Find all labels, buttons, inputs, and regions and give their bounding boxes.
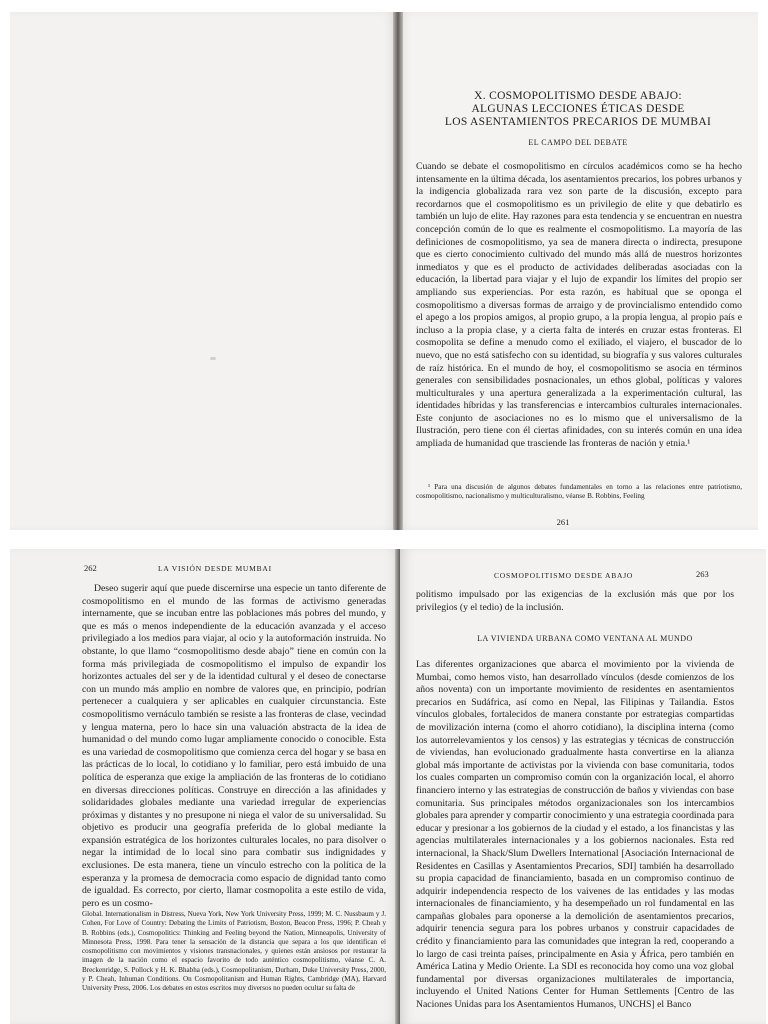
running-head: LA VISIÓN DESDE MUMBAI (158, 564, 272, 573)
footnote-text: Global. Internationalism in Distress, Nueva York, New York University Press, 1999; M. C. Nussbaum y J. Cohen, For Love of Country: Debating the Limits of Patriotism, Boston, Beacon Press, 1996; P. Cheah y B. Robbins (eds.), Cosmopolitics: Thinking and Feeling beyond the Nation, Minneapolis, University of Minnesota Press, 1998. Para tener la sensación de la distancia que separa a los que identifican el cosmopolitismo con movimientos y visiones transnacionales, y quienes están ansiosos por restaurar la imagen de la nación como el espacio favorito de todo auténtico cosmopolitismo, véanse C. A. Breckenridge, S. Pollock y H. K. Bhabha (eds.), Cosmopolitanism, Durham, Duke University Press, 2000, y P. Cheah, Inhuman Conditions. On Cosmopolitanism and Human Rights, Cambridge (MA), Harvard University Press, 2006. Los debates en estos escritos muy diversos no pueden ocultar su falta de (82, 910, 386, 993)
chapter-title-line: LOS ASENTAMIENTOS PRECARIOS DE MUMBAI (444, 116, 712, 128)
chapter-title-line: ALGUNAS LECCIONES ÉTICAS DESDE (471, 103, 685, 115)
paragraph: Cuando se debate el cosmopolitismo en círculos académicos como se ha hecho intensamente en la última década, los asentamientos precarios, los pobres urbanos y la indigencia globalizada rara vez son parte de la discusión, excepto para recordarnos que el cosmopolitismo es un privilegio de elite y que debatirlo es también un lujo de elite. Hay razones para esta tendencia y se encuentran en nuestra concepción común de lo que es realmente el cosmopolitismo. La mayoría de las definiciones de cosmopolitismo, ya sea de manera directa o indirecta, presupone que es cierto conocimiento cultivado del mundo más allá de nuestros horizontes inmediatos y que es el producto de actividades deliberadas asociadas con la educación, la libertad para viajar y el lujo de expandir los límites del propio ser ampliando sus experiencias. Por esta razón, es habitual que se oponga el cosmopolitismo a diversas formas de arraigo y de provincialismo entendido como el apego a los propios amigos, al propio grupo, a la propia lengua, al propio país e incluso a la propia clase, y a cierta falta de interés en cruzar estas fronteras. El cosmopolita se define a menudo como el exiliado, el viajero, el buscador de lo nuevo, que no está satisfecho con su identidad, su biografía y sus valores culturales de raíz histórica. En el mundo de hoy, el cosmopolitismo se asocia en términos generales con sensibilidades posnacionales, un ethos global, políticas y valores multiculturales y una apertura generalizada a la experimentación cultural, las identidades híbridas y las transferencias e intercambios culturales internacionales. Este conjunto de asociaciones no es lo mismo que el universalismo de la Ilustración, pero tiene con él ciertas afinidades, con su interés común en una idea ampliada de humanidad que trasciende las fronteras de nación y etnia.¹ (416, 161, 742, 450)
page-number: 261 (556, 517, 570, 527)
footnote (416, 483, 742, 501)
paragraph: Deseo sugerir aquí que puede discernirse una especie un tanto diferente de cosmopolitismo en el mundo de las formas de activismo generadas internamente, que se incuban entre las poblaciones más pobres del mundo, y que es más o menos independiente de la educación avanzada y el acceso privilegiado a los medios para viajar, al ocio y la autoformación instruida. No obstante, lo que llamo “cosmopolitismo desde abajo” tiene en común con la forma más privilegiada de cosmopolitismo el impulso de expandir los horizontes actuales del ser y de la identidad cultural y el deseo de conectarse con un mundo más amplio en nombre de valores que, en principio, podrían pertenecer a cualquiera y ser aplicables en cualquier circunstancia. Este cosmopolitismo vernáculo también se resiste a las fronteras de clase, vecindad y lengua materna, pero lo hace sin una valuación abstracta de la idea de humanidad o del mundo como lugar ampliamente conocido o conocible. Esta es una variedad de cosmopolitismo que comienza cerca del hogar y se basa en las prácticas de lo local, lo cotidiano y lo familiar, pero está imbuido de una política de esperanza que exige la ampliación de las fronteras de lo cotidiano en diversas direcciones políticas. Construye en dirección a las afinidades y solidaridades globales mediante una variedad irregular de experiencias próximas y distantes y no presupone ni niega el valor de su universalidad. Su objetivo es producir una geografía preferida de lo global mediante la expansión estratégica de los horizontes culturales locales, no para disolver o negar la intimidad de lo local sino para combatir sus indignidades y exclusiones. De esta manera, tiene un vínculo estrecho con la política de la esperanza y la promesa de democracia como espacio de dignidad tanto como de igualdad. Es correcto, por cierto, llamar cosmopolita a este estilo de vida, pero es un cosmo- (82, 583, 386, 909)
footnote-text: ¹ Para una discusión de algunos debates fundamentales en torno a las relaciones entre patriotismo, cosmopolitismo, nacionalismo y multiculturalismo, véanse B. Robbins, Feeling (416, 483, 742, 500)
chapter-title (428, 90, 728, 129)
running-head: COSMOPOLITISMO DESDE ABAJO (494, 571, 634, 580)
page-262 (10, 549, 398, 1024)
paper-speck (210, 357, 216, 360)
page-number: 263 (696, 569, 709, 579)
body-text (416, 161, 742, 451)
body-text (82, 583, 386, 910)
book-gutter (393, 12, 403, 530)
chapter-title-line: X. COSMOPOLITISMO DESDE ABAJO: (474, 90, 682, 102)
page-263 (400, 549, 766, 1024)
body-text (416, 659, 734, 1012)
paragraph: politismo impulsado por las exigencias de la exclusión más que por los privilegios (y el tedio) de la inclusión. (416, 589, 734, 613)
section-heading: LA VIVIENDA URBANA COMO VENTANA AL MUNDO (477, 634, 693, 643)
footnote (82, 910, 386, 994)
blank-page-260 (10, 12, 396, 530)
page-number: 262 (84, 563, 97, 573)
page-261 (398, 12, 758, 530)
continued-text (416, 589, 734, 614)
paragraph: Las diferentes organizaciones que abarca el movimiento por la vivienda de Mumbai, como hemos visto, han desarrollado vínculos (desde comienzos de los años noventa) con un importante movimiento de residentes en asentamientos precarios en Sudáfrica, así como en Nepal, las Filipinas y Tailandia. Estos vínculos globales, fortalecidos de manera constante por estrategias compartidas de movilización interna (como el ahorro cotidiano), la disciplina interna (como los autorrelevamientos y los censos) y las estrategias y técnicas de construcción de viviendas, han evolucionado gradualmente hasta convertirse en la alianza global más importante de activistas por la vivienda con base comunitaria, todos los cuales comparten un compromiso común con la organización local, el ahorro financiero interno y las estrategias de construcción de baños y viviendas con base comunitaria. Sus principales métodos organizacionales son los intercambios globales para aprender y compartir conocimiento y una estrategia coordinada para educar y presionar a los gobiernos de la ciudad y el estado, a los financistas y las agencias multilaterales internacionales y a los gobiernos nacionales. Esta red internacional, la Shack/Slum Dwellers International [Asociación Internacional de Residentes en Casillas y Asentamientos Precarios, SDI] también ha desarrollado su propia capacidad de financiamiento, basada en un compromiso continuo de adquirir independencia respecto de los vaivenes de las entidades y las modas internacionales de financiamiento, y ha desempeñado un rol fundamental en las campañas globales para oponerse a la demolición de asentamientos precarios, adquirir tenencia segura para los pobres urbanos y construir capacidades de crédito y financiamiento para las comunidades que integran la red, cooperando a lo largo de casi treinta países, principalmente en Asia y África, pero también en América Latina y Medio Oriente. La SDI es reconocida hoy como una voz global fundamental por diversas organizaciones multilaterales de importancia, incluyendo el United Nations Center for Human Settlements [Centro de las Naciones Unidas para los Asentamientos Humanos, UNCHS] el Banco (416, 659, 734, 1011)
section-heading: EL CAMPO DEL DEBATE (528, 138, 628, 147)
